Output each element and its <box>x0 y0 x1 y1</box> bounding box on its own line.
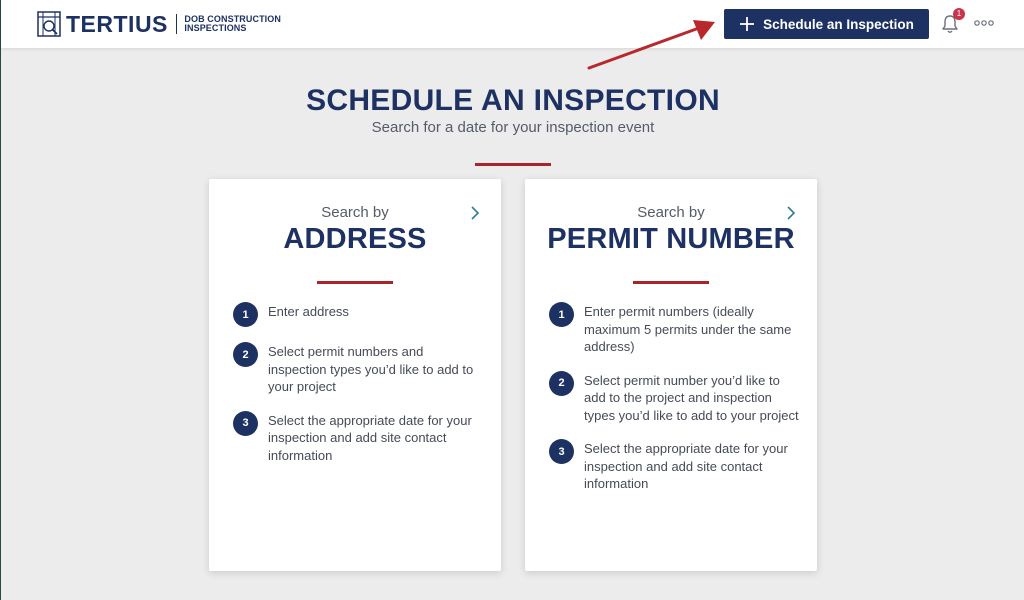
step-item <box>549 303 799 356</box>
step-item <box>549 372 799 425</box>
top-bar <box>1 0 1024 48</box>
steps-list <box>549 303 799 509</box>
step-item <box>233 303 483 327</box>
step-number-badge: 1 <box>233 302 258 327</box>
card-kicker: Search by <box>321 204 389 221</box>
plus-icon <box>739 16 755 32</box>
chevron-right-icon[interactable] <box>469 205 481 221</box>
schedule-inspection-label: Schedule an Inspection <box>763 16 914 32</box>
step-text: Select the appropriate date for your inspection and add site contact information <box>268 412 472 463</box>
brand-logo[interactable] <box>37 9 281 39</box>
page-title: SCHEDULE AN INSPECTION <box>306 84 720 117</box>
tertius-logo-icon <box>37 11 61 37</box>
step-item <box>233 412 483 465</box>
card-heading: ADDRESS <box>283 223 427 255</box>
card-divider <box>633 281 709 284</box>
step-text: Enter permit numbers (ideally maximum 5 permits under the same address) <box>584 304 792 354</box>
steps-list <box>233 303 483 480</box>
logo-subtitle-line1: DOB CONSTRUCTION <box>184 14 281 24</box>
logo-divider <box>176 14 178 34</box>
step-number-badge: 2 <box>549 371 574 396</box>
step-number-badge: 1 <box>549 302 574 327</box>
step-item <box>549 440 799 493</box>
step-text: Select permit number you’d like to add to the project and inspection types you’d like to add to your project <box>584 372 799 423</box>
logo-wordmark: TERTIUS <box>66 10 168 37</box>
step-number-badge: 3 <box>549 439 574 464</box>
page-subtitle: Search for a date for your inspection event <box>371 119 655 136</box>
card-kicker: Search by <box>637 204 705 221</box>
step-number-badge: 3 <box>233 411 258 436</box>
title-divider <box>475 163 551 166</box>
notification-badge: 1 <box>953 8 965 20</box>
step-number-badge: 2 <box>233 342 258 367</box>
search-by-permit-card[interactable] <box>525 179 817 571</box>
more-options-icon[interactable] <box>974 17 994 29</box>
chevron-right-icon[interactable] <box>785 205 797 221</box>
card-divider <box>317 281 393 284</box>
card-heading: PERMIT NUMBER <box>547 223 795 255</box>
schedule-inspection-button[interactable] <box>724 9 929 39</box>
step-item <box>233 343 483 396</box>
logo-subtitle-line2: INSPECTIONS <box>184 23 247 33</box>
search-by-address-card[interactable] <box>209 179 501 571</box>
annotation-arrow-icon <box>581 14 721 74</box>
step-text: Select the appropriate date for your inspection and add site contact information <box>584 441 788 491</box>
step-text: Enter address <box>268 304 349 319</box>
logo-subtitle <box>184 15 281 33</box>
step-text: Select permit numbers and inspection types you’d like to add to your project <box>268 344 474 394</box>
